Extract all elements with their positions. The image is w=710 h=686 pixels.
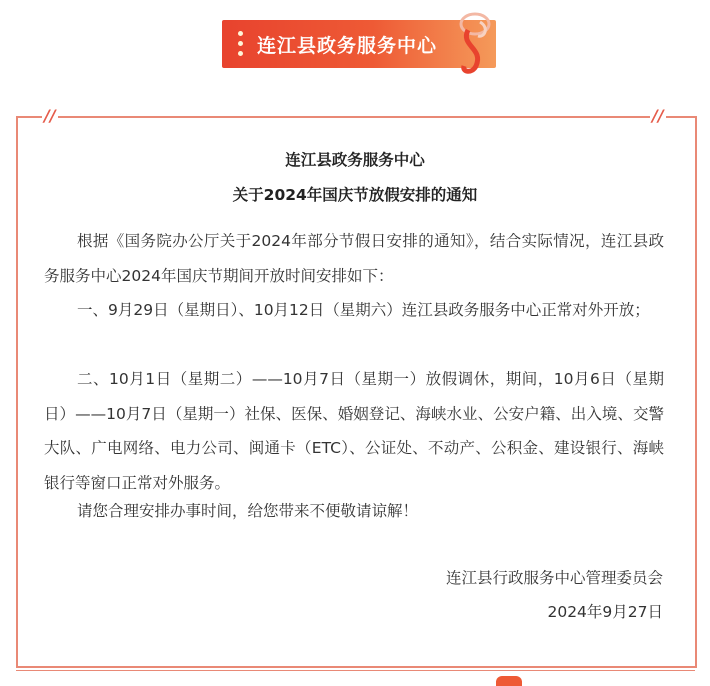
paragraph-intro: 根据《国务院办公厅关于2024年部分节假日安排的通知》，结合实际情况，连江县政务服务中心2024年国庆节期间开放时间安排如下： — [44, 232, 664, 285]
signature: 连江县行政服务中心管理委员会 — [445, 569, 663, 587]
paragraph-item-1: 一、9月29日（星期日）、10月12日（星期六）连江县政务服务中心正常对外开放； — [77, 301, 650, 319]
paragraph-item-2: 二、10月1日（星期二）——10月7日（星期一）放假调休，期间，10月6日（星期日）——10月7日（星期一）社保、医保、婚姻登记、海峡水业、公安户籍、出入境、交警大队、广电网络、电力公司、闽通卡（ETC）、公证处、不动产、公积金、建设银行、海峡银行等窗口正常对外服务。 — [44, 370, 664, 492]
notice-title: 关于2024年国庆节放假安排的通知 — [232, 186, 478, 204]
frame-tick-left-icon: // — [44, 106, 56, 125]
frame-tick-right-icon: // — [652, 106, 664, 125]
frame-bottom-line — [16, 670, 695, 671]
ribbon-decoration-icon — [450, 8, 500, 76]
banner-dots — [238, 31, 244, 61]
header-banner — [222, 20, 496, 68]
notice-date: 2024年9月27日 — [547, 603, 663, 621]
paragraph-closing: 请您合理安排办事时间，给您带来不便敬请谅解！ — [77, 502, 419, 520]
footer-decoration — [496, 676, 522, 686]
notice-org: 连江县政务服务中心 — [285, 151, 425, 169]
banner-title: 连江县政务服务中心 — [257, 35, 438, 57]
